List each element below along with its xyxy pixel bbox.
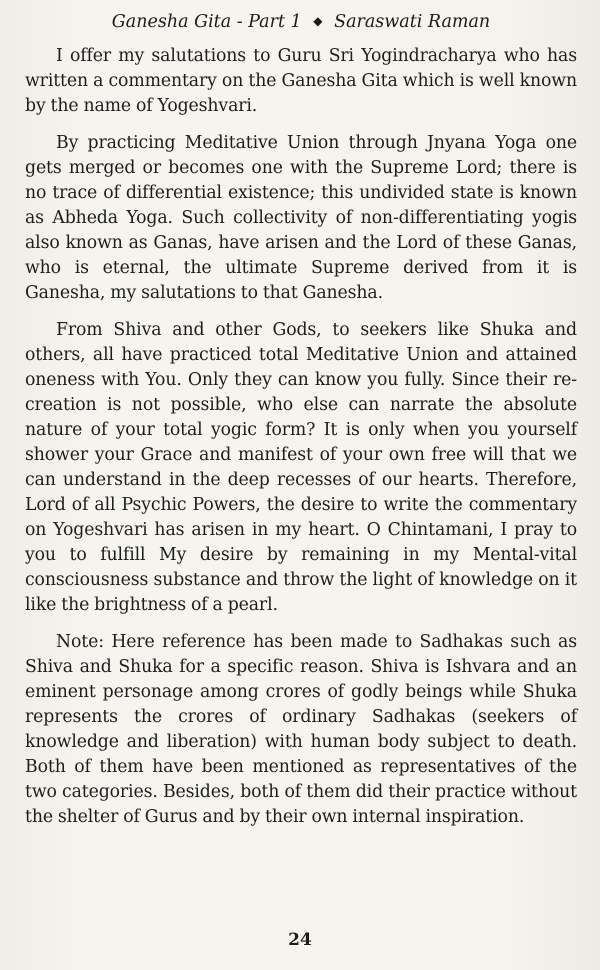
running-header <box>25 10 577 36</box>
paragraph-abheda-yoga: By practicing Meditative Union through Jnyana Yoga one gets merged or becomes one with the Supreme Lord; there is no trace of differential existence; this undivided state is known as Abheda Yoga. Such collectivity of non-differentiating yogis also known as Ganas, have arisen and the Lord of these Ganas, who is eternal, the ultimate Supreme derived from it is Ganesha, my salutations to that Ganesha. <box>25 133 577 303</box>
author-name: Saraswati Raman <box>334 12 491 32</box>
paragraph-note: Note: Here reference has been made to Sadhakas such as Shiva and Shuka for a specific reason. Shiva is Ishvara and an eminent personage among crores of godly beings while Shuka represents the crores of ordinary Sadhakas (seekers of knowledge and liberation) with human body subject to death. Both of them have been mentioned as representatives of the two categories. Besides, both of them did their practice without the shelter of Gurus and by their own internal inspiration. <box>25 632 577 827</box>
diamond-separator-icon: ◆ <box>313 14 323 28</box>
body-text <box>25 44 577 830</box>
paragraph-prayer-chintamani: From Shiva and other Gods, to seekers like Shuka and others, all have practiced total Meditative Union and attained oneness with You. Only they can know you fully. Since their re-creation is not possible, who else can narrate the absolute nature of your total yogic form? It is only when you yourself shower your Grace and manifest of your own free will that we can understand in the deep recesses of our hearts. Therefore, Lord of all Psychic Powers, the desire to write the commentary on Yogeshvari has arisen in my heart. O Chintamani, I pray to you to fulfill My desire by remaining in my Mental-vital consciousness substance and throw the light of knowledge on it like the brightness of a pearl. <box>25 320 577 615</box>
book-title: Ganesha Gita - Part 1 <box>111 12 302 32</box>
paragraph-salutation-guru: I offer my salutations to Guru Sri Yogindracharya who has written a commentary on the Ganesha Gita which is well known by the name of Yogeshvari. <box>25 46 577 116</box>
page-number: 24 <box>288 930 312 950</box>
